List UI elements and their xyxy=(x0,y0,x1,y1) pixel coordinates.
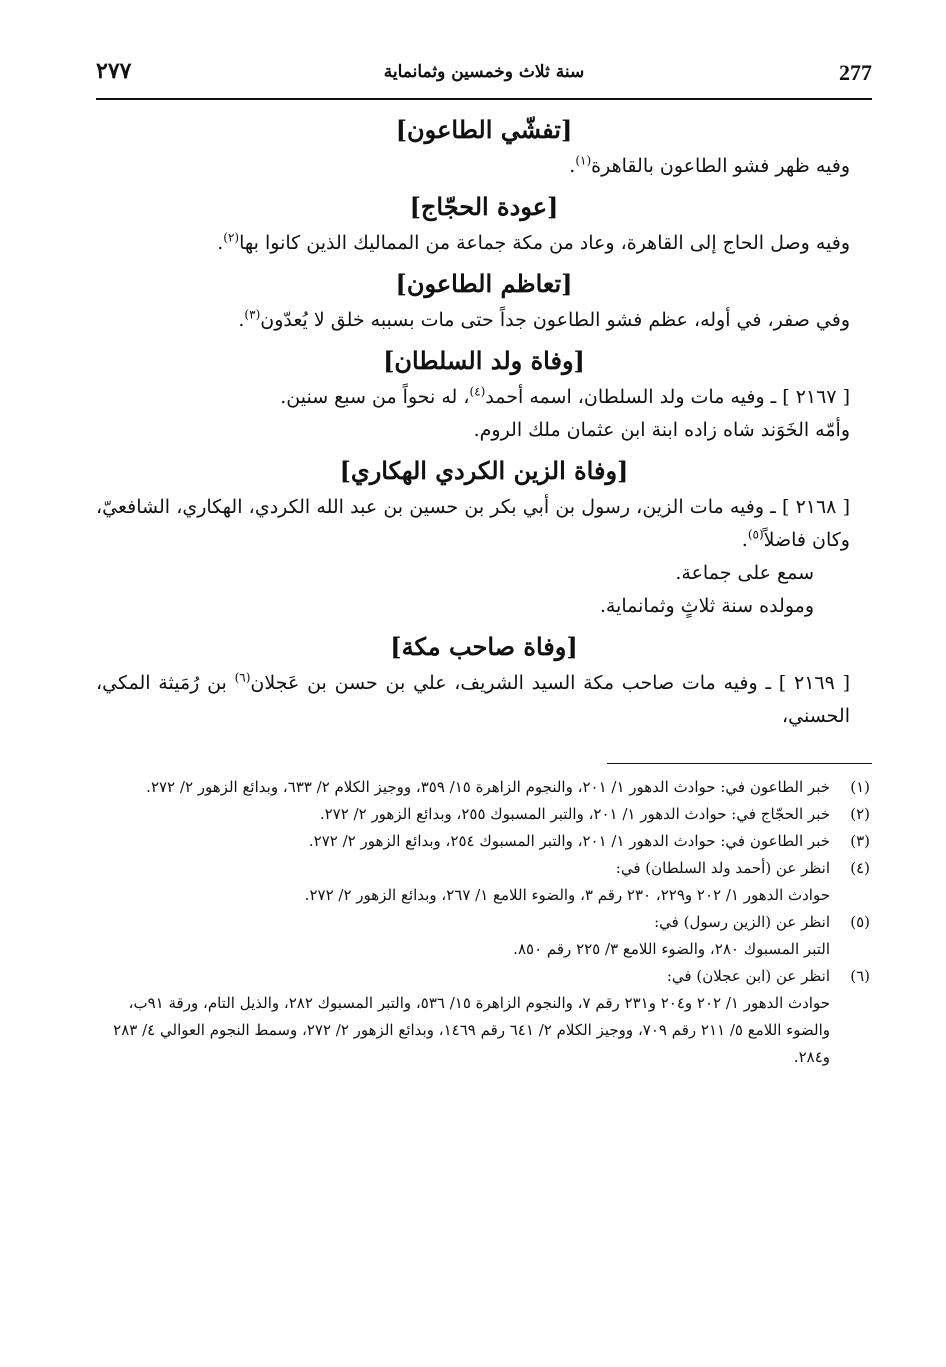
footnote-mark: (٦) xyxy=(850,967,870,985)
footnotes xyxy=(96,774,872,1071)
footnote xyxy=(96,963,872,1071)
footnote-ref[interactable]: (٢) xyxy=(223,230,240,245)
footnote xyxy=(96,909,872,963)
page-body xyxy=(96,110,872,1071)
entry-paragraph: [ ٢١٦٩ ] ـ وفيه مات صاحب مكة السيد الشريف، علي بن حسن بن عَجلان$^{(٦)}$ بن رُمَيثة المكي، الحسني، xyxy=(96,670,850,727)
footnote-text: خبر الطاعون في: حوادث الدهور ١/ ٢٠١، والنجوم الزاهرة ١٥/ ٣٥٩، ووجيز الكلام ٢/ ٦٣٣، وبدائع الزهور ٢/ ٢٧٢. xyxy=(146,778,830,796)
paragraph: وفيه وصل الحاج إلى القاهرة، وعاد من مكة جماعة من المماليك الذين كانوا بها$^{(٢)}$. xyxy=(217,230,850,254)
book-page xyxy=(96,48,872,1338)
paragraph: وفي صفر، في أوله، عظم فشو الطاعون جداً حتى مات بسببه خلق لا يُعدّون$^{(٣)}$. xyxy=(238,307,850,331)
footnote-ref[interactable]: (٣) xyxy=(244,307,261,322)
footnote-ref[interactable]: (٥) xyxy=(747,527,764,542)
section-heading: [عودة الحجّاج] xyxy=(409,192,559,221)
section-plague-spread xyxy=(96,110,872,183)
footnote-text: حوادث الدهور ١/ ٢٠٢ و٢٢٩، ٢٣٠ رقم ٣، والضوء اللامع ١/ ٢٦٧، وبدائع الزهور ٢/ ٢٧٢. xyxy=(304,886,830,904)
footnote-text: انظر عن (ابن عجلان) في: xyxy=(666,967,830,985)
section-mecca-ruler-death xyxy=(96,627,872,733)
entry-paragraph: [ ٢١٦٧ ] ـ وفيه مات ولد السلطان، اسمه أحمد$^{(٤)}$، له نحواً من سبع سنين. xyxy=(280,384,850,408)
footnote-mark: (٢) xyxy=(850,805,870,823)
footnote-mark: (١) xyxy=(850,778,870,796)
footnote-ref[interactable]: (١) xyxy=(575,153,592,168)
paragraph: سمع على جماعة. xyxy=(675,562,814,584)
footnote-text: خبر الحجّاج في: حوادث الدهور ١/ ٢٠١، والتبر المسبوك ٢٥٥، وبدائع الزهور ٢/ ٢٧٢. xyxy=(319,805,830,823)
footnote-ref[interactable]: (٤) xyxy=(469,384,486,399)
footnote-mark: (٤) xyxy=(850,859,870,877)
footnote-text: انظر عن (الزين رسول) في: xyxy=(654,913,830,931)
footnote-ref[interactable]: (٦) xyxy=(234,670,251,685)
footnote-text: حوادث الدهور ١/ ٢٠٢ و٢٠٤ و٢٣١ رقم ٧، والنجوم الزاهرة ١٥/ ٥٣٦، والتبر المسبوك ٢٨٢، والذيل التام، ورقة ٩١ب، والضوء اللامع ٥/ ٢١١ رقم ٧٠٩، ووجيز الكلام ٢/ ٦٤١ رقم ١٤٦٩، وبدائع الزهور ٢/ ٢٧٢، وسمط النجوم العوالي ٤/ ٢٨٣ و٢٨٤. xyxy=(113,994,830,1066)
section-heading: [وفاة الزين الكردي الهكاري] xyxy=(339,456,629,485)
footnote xyxy=(96,828,872,855)
running-title: سنة ثلاث وخمسين وثمانماية xyxy=(383,62,585,82)
footnote-mark: (٥) xyxy=(850,913,870,931)
footnote-text: انظر عن (أحمد ولد السلطان) في: xyxy=(615,859,830,877)
section-zayn-death xyxy=(96,451,872,623)
paragraph: ومولده سنة ثلاثٍ وثمانماية. xyxy=(599,595,814,617)
paragraph: وفيه ظهر فشو الطاعون بالقاهرة$^{(١)}$. xyxy=(569,153,850,177)
footnote xyxy=(96,801,872,828)
footnote-text: التبر المسبوك ٢٨٠، والضوء اللامع ٣/ ٢٢٥ رقم ٨٥٠. xyxy=(513,940,830,958)
section-sultan-son-death xyxy=(96,341,872,447)
footnote-divider xyxy=(607,763,872,764)
footnote-text: خبر الطاعون في: حوادث الدهور ١/ ٢٠١، والتبر المسبوك ٢٥٤، وبدائع الزهور ٢/ ٢٧٢. xyxy=(308,832,830,850)
section-heading: [تعاظم الطاعون] xyxy=(395,269,573,298)
footnote-mark: (٣) xyxy=(850,832,870,850)
page-header xyxy=(96,48,872,100)
section-heading: [تفشّي الطاعون] xyxy=(395,115,573,144)
footnote xyxy=(96,774,872,801)
paragraph: وأمّه الخَوَند شاه زاده ابنة ابن عثمان ملك الروم. xyxy=(473,419,850,441)
section-heading: [وفاة ولد السلطان] xyxy=(383,346,585,375)
section-heading: [وفاة صاحب مكة] xyxy=(390,632,578,661)
section-pilgrims-return xyxy=(96,187,872,260)
page-number-latin: 277 xyxy=(839,60,872,85)
entry-paragraph: [ ٢١٦٨ ] ـ وفيه مات الزين، رسول بن أبي بكر بن حسين بن عبد الله الكردي، الهكاري، الشافعيّ، وكان فاضلاً$^{(٥)}$. xyxy=(96,496,850,551)
footnote xyxy=(96,855,872,909)
page-number-arabic: ٢٧٧ xyxy=(96,58,132,84)
section-plague-intensifies xyxy=(96,264,872,337)
